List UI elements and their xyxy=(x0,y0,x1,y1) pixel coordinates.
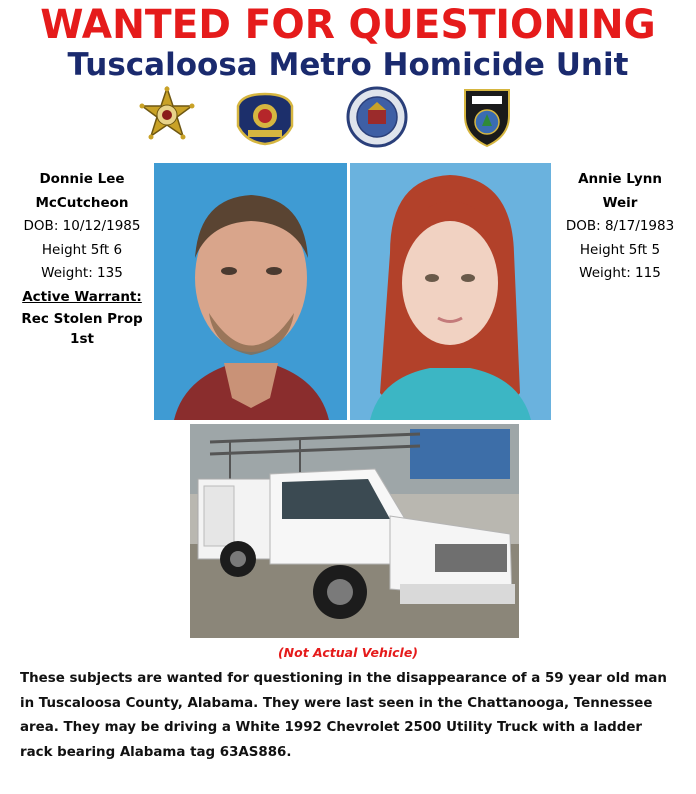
subject-2-height: Height 5ft 5 xyxy=(579,241,661,258)
description-line: area. They may be driving a White 1992 Chevrolet 2500 Utility Truck with a ladder xyxy=(20,720,643,735)
vehicle-caption: (Not Actual Vehicle) xyxy=(277,645,419,660)
subject-1-warrant-label: Active Warrant: xyxy=(22,288,142,305)
subject-2-first-name: Annie Lynn xyxy=(578,171,662,187)
subject-1-last-name: McCutcheon xyxy=(35,194,129,211)
subject-1-photo xyxy=(154,163,347,420)
subject-2-info xyxy=(552,168,688,286)
subject-2-last-name: Weir xyxy=(602,194,638,211)
subject-1-first-name: Donnie Lee xyxy=(39,171,125,187)
subject-1-warrant-degree: 1st xyxy=(70,331,94,347)
subject-1-height: Height 5ft 6 xyxy=(41,241,123,258)
page-subtitle: Tuscaloosa Metro Homicide Unit xyxy=(67,47,629,83)
subject-1-info xyxy=(12,168,152,349)
subject-1-weight: Weight: 135 xyxy=(41,265,123,281)
county-seal-icon xyxy=(346,86,408,148)
description-line: These subjects are wanted for questioning in the disappearance of a 59 year old man xyxy=(20,671,667,686)
subject-2-photo xyxy=(350,163,551,420)
police-shield-icon xyxy=(456,86,518,148)
description xyxy=(20,667,685,765)
description-line: rack bearing Alabama tag 63AS886. xyxy=(20,744,292,760)
subject-1-dob: DOB: 10/12/1985 xyxy=(23,218,141,234)
sheriff-star-icon xyxy=(136,86,198,148)
police-patch-icon xyxy=(234,86,296,148)
subject-1-warrant-detail: Rec Stolen Prop xyxy=(21,311,143,327)
agency-badges xyxy=(0,86,696,148)
vehicle-photo xyxy=(190,424,519,638)
subject-2-dob: DOB: 8/17/1983 xyxy=(565,218,675,234)
description-line: in Tuscaloosa County, Alabama. They were last seen in the Chattanooga, Tennessee xyxy=(20,695,653,711)
page-title: WANTED FOR QUESTIONING xyxy=(40,2,656,48)
subject-2-weight: Weight: 115 xyxy=(579,265,661,281)
